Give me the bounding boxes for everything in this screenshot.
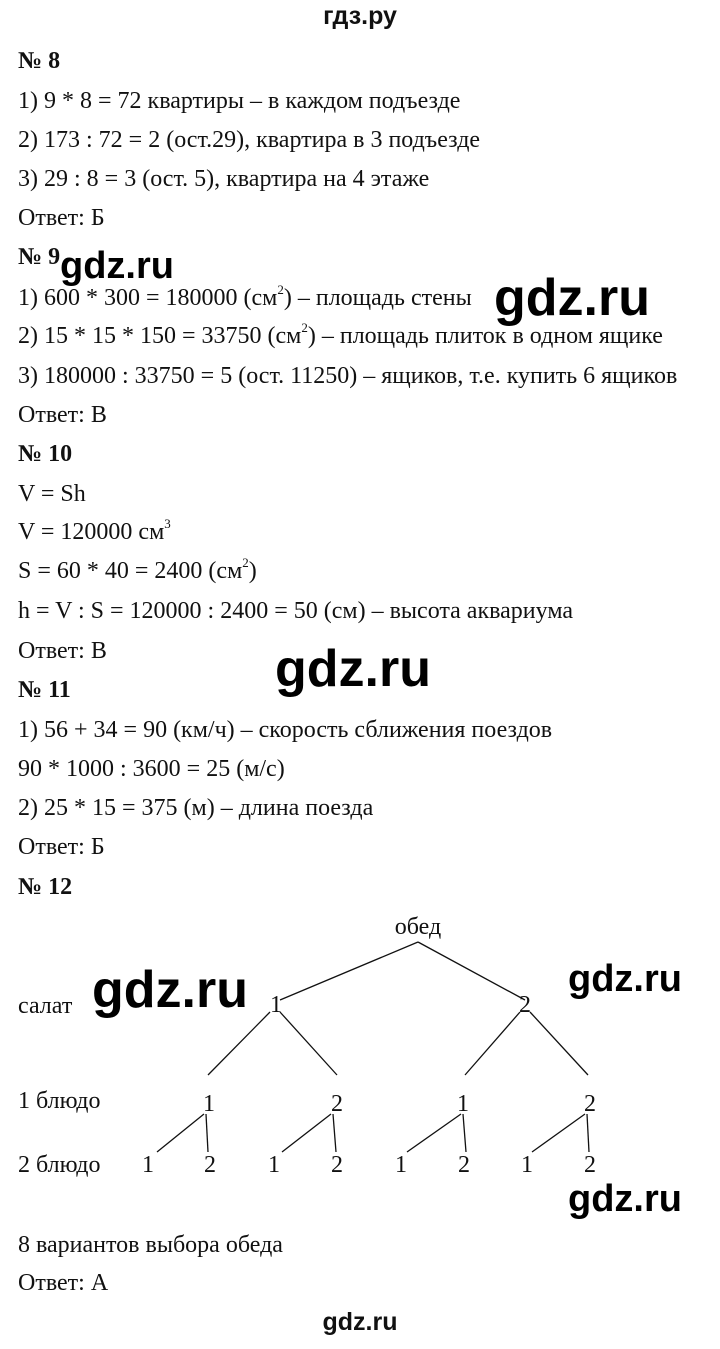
watermark: gdz.ru [494,269,650,327]
watermark: gdz.ru [60,245,174,287]
tree-edge [157,1114,204,1152]
tree-edge [465,1012,520,1075]
lunch-choice-tree [0,900,720,1200]
tree-edge [333,1114,336,1152]
watermark: gdz.ru [568,958,682,1000]
problem-8-number: № 8 [18,48,61,74]
problem-10-number: № 10 [18,441,73,467]
tree-row-label-second-course: 2 блюдо [18,1152,101,1178]
problem-10-line-3: S = 60 * 40 = 2400 $(см^2)$ [18,555,257,584]
problem-10-line-2: V = 120000 $см^3$ [18,516,171,545]
problem-11-answer: Ответ: Б [18,834,105,860]
tree-edge [418,942,525,1000]
problem-9-answer: Ответ: В [18,402,107,428]
problem-9-line-2: 2) 15 * 15 * 150 = 33750 $(см^2)$ – площадь плиток в одном ящике [18,320,663,349]
problem-11-line-1: 1) 56 + 34 = 90 (км/ч) – скорость сближения поездов [18,717,553,743]
tree-edge [587,1114,589,1152]
problem-9-line-1: 1) 600 * 300 = 180000 $(см^2)$ – площадь стены [18,282,472,311]
site-footer: gdz.ru [322,1308,398,1336]
problem-10-answer: Ответ: В [18,638,107,664]
tree-edge [280,942,418,1000]
tree-edge [208,1012,270,1075]
tree-leaf: 2 [331,1152,343,1178]
problem-12-summary: 8 вариантов выбора обеда [18,1232,283,1258]
tree-row-label-salad: салат [18,993,73,1019]
watermark: gdz.ru [568,1178,682,1220]
tree-node: 1 [270,992,282,1018]
problem-8-line-3: 3) 29 : 8 = 3 (ост. 5), квартира на 4 этаже [18,166,430,192]
tree-leaf: 1 [395,1152,407,1178]
problem-9-number: № 9 [18,244,61,270]
watermark: gdz.ru [275,640,431,698]
problem-9-line-3: 3) 180000 : 33750 = 5 (ост. 11250) – ящиков, т.е. купить 6 ящиков [18,363,678,389]
problem-8-answer: Ответ: Б [18,205,105,231]
tree-node: 2 [331,1091,343,1117]
site-header: гдз.ру [323,2,397,30]
watermark: gdz.ru [92,961,248,1019]
tree-node: 2 [584,1091,596,1117]
tree-leaf: 1 [142,1152,154,1178]
tree-leaf: 2 [584,1152,596,1178]
tree-edge [532,1114,585,1152]
problem-11-line-2: 90 * 1000 : 3600 = 25 (м/с) [18,756,285,782]
problem-12-number: № 12 [18,874,73,900]
problem-11-number: № 11 [18,677,71,703]
problem-12-answer: Ответ: А [18,1270,109,1296]
problem-10-line-4: h = V : S = 120000 : 2400 = 50 (см) – высота аквариума [18,598,573,624]
tree-leaf: 2 [458,1152,470,1178]
tree-row-label-first-course: 1 блюдо [18,1088,101,1114]
problem-11-line-3: 2) 25 * 15 = 375 (м) – длина поезда [18,795,374,821]
problem-8-line-2: 2) 173 : 72 = 2 (ост.29), квартира в 3 подъезде [18,127,481,153]
tree-edge [463,1114,466,1152]
tree-root: обед [394,914,442,940]
tree-edge [282,1114,331,1152]
tree-leaf: 1 [521,1152,533,1178]
tree-node: 1 [203,1091,215,1117]
problem-10-line-1: V = Sh [18,481,86,507]
tree-edge [530,1012,588,1075]
tree-edge [280,1012,337,1075]
tree-edge [206,1114,208,1152]
tree-edge [407,1114,461,1152]
tree-node: 2 [519,992,531,1018]
tree-node: 1 [457,1091,469,1117]
tree-leaf: 1 [268,1152,280,1178]
problem-8-line-1: 1) 9 * 8 = 72 квартиры – в каждом подъезде [18,88,461,114]
tree-leaf: 2 [204,1152,216,1178]
